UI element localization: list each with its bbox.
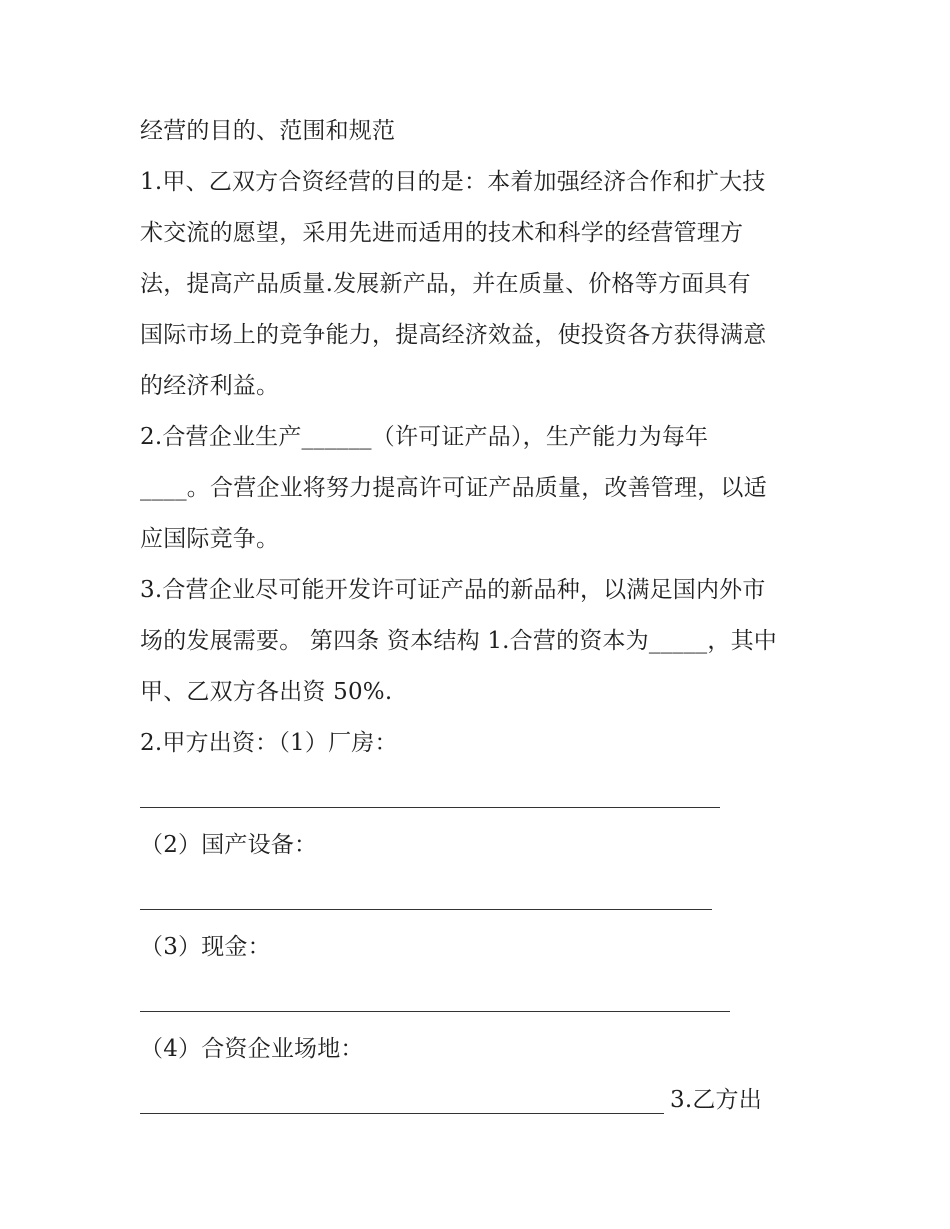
paragraph-2-line-2: ____。合营企业将努力提高许可证产品质量，改善管理，以适 <box>140 475 767 501</box>
underline-rule <box>140 909 712 910</box>
blank-line-cash <box>140 973 820 1024</box>
paragraph-2-line-1: 2.合营企业生产______（许可证产品），生产能力为每年 <box>140 424 709 450</box>
blank-line-equipment <box>140 871 820 922</box>
document-body <box>140 106 820 1126</box>
blank-line-site <box>140 1075 820 1126</box>
underline-rule <box>140 1113 664 1114</box>
paragraph-1-line-2: 术交流的愿望，采用先进而适用的技术和科学的经营管理方 <box>140 220 744 246</box>
underline-rule <box>140 1011 730 1012</box>
paragraph-4-line-1: 2.甲方出资：（1）厂房： <box>140 730 398 756</box>
paragraph-3-line-3: 甲、乙双方各出资 50%. <box>140 679 393 705</box>
underline-rule <box>140 807 720 808</box>
paragraph-3-line-1: 3.合营企业尽可能开发许可证产品的新品种，以满足国内外市 <box>140 577 766 603</box>
party-b-contribution-start: 3.乙方出 <box>670 1087 762 1113</box>
item-cash: （3）现金： <box>140 934 271 960</box>
paragraph-1-line-3: 法，提高产品质量.发展新产品，并在质量、价格等方面具有 <box>140 271 751 297</box>
paragraph-1-line-1: 1.甲、乙双方合资经营的目的是：本着加强经济合作和扩大技 <box>140 169 766 195</box>
paragraph-2-line-3: 应国际竞争。 <box>140 526 280 552</box>
item-domestic-equipment: （2）国产设备： <box>140 832 318 858</box>
paragraph-1-line-4: 国际市场上的竞争能力，提高经济效益，使投资各方获得满意 <box>140 322 767 348</box>
item-site: （4）合资企业场地： <box>140 1036 364 1062</box>
blank-line-factory <box>140 769 820 820</box>
paragraph-3-line-2: 场的发展需要。 第四条 资本结构 1.合营的资本为_____，其中 <box>140 628 777 654</box>
section-heading: 经营的目的、范围和规范 <box>140 118 396 144</box>
paragraph-1-line-5: 的经济利益。 <box>140 373 280 399</box>
